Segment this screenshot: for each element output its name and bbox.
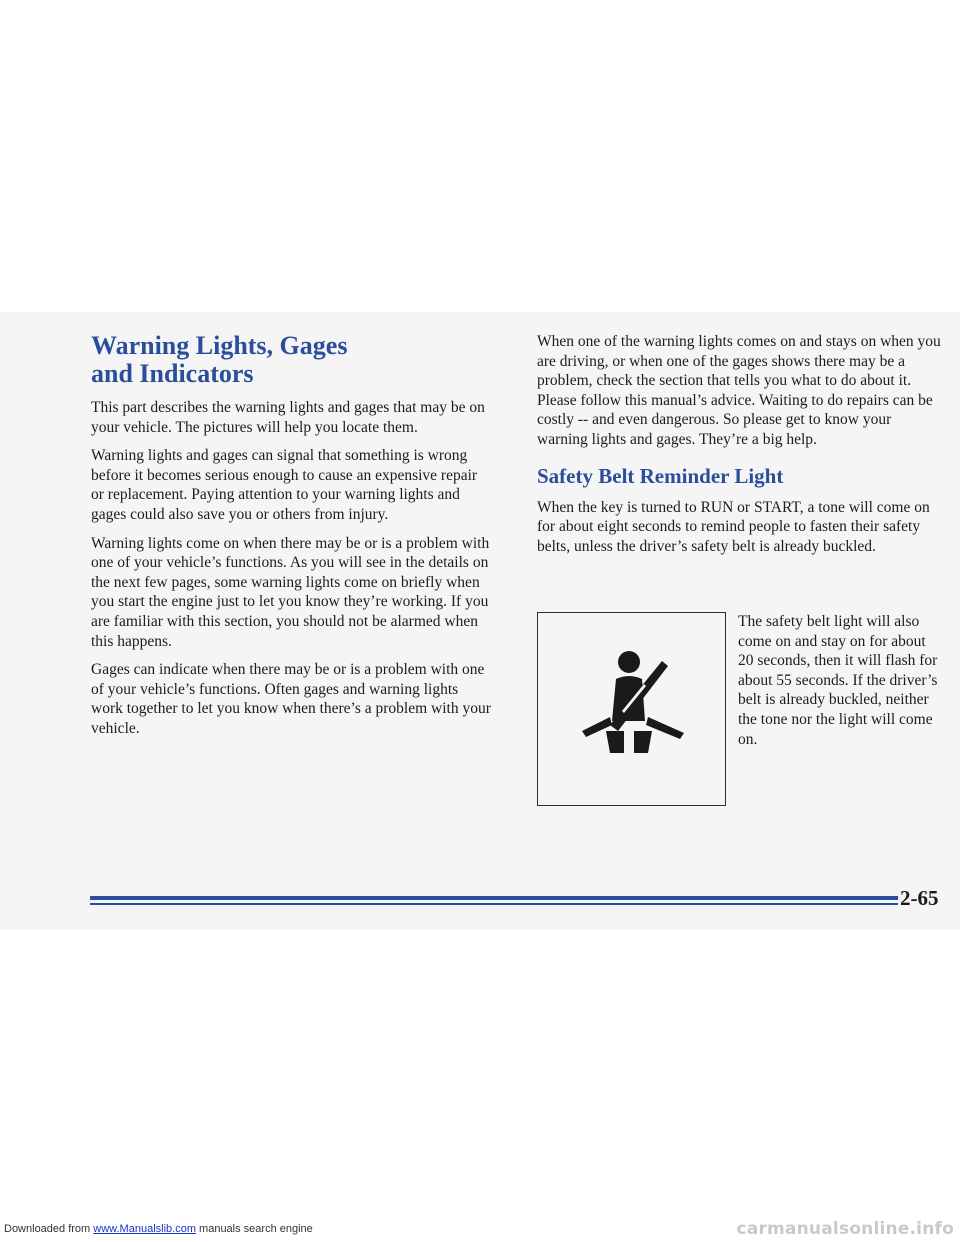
paragraph-advice: When one of the warning lights comes on and stays on when you are driving, or when one of the gages shows there may be a problem, check the section that tells you what to do about it. Please follow this manual’s advice. Waiting to do repairs can be costly -- and even dangerous. So please get to know your warning lights and gages. They’re a big help. [537,333,941,448]
section-title-line1: Warning Lights, Gages [91,331,348,360]
bottom-banner [0,1221,960,1242]
page-number: 2-65 [900,886,939,910]
safety-belt-heading: Safety Belt Reminder Light [537,463,784,488]
paragraph-belt-light: The safety belt light will also come on and stay on for about 20 seconds, then it will flash for about 55 seconds. If the driver’s belt is already buckled, neither the tone nor the light will come on. [738,613,938,748]
paragraph-gages: Gages can indicate when there may be or is a problem with one of your vehicle’s functions. Often gages and warning lights work together to let you know when there’s a problem with your vehicle. [91,661,491,737]
footer-rule-thin [90,903,898,905]
section-title-line2: and Indicators [91,359,254,388]
paragraph-safety-belt: When the key is turned to RUN or START, a tone will come on for about eight seconds to remind people to fasten their safety belts, unless the driver’s safety belt is already buckled. [537,498,930,555]
seatbelt-light-description [738,612,938,749]
paragraph-intro: This part describes the warning lights and gages that may be on your vehicle. The pictures will help you locate them. [91,399,485,436]
download-suffix: manuals search engine [195,1223,313,1235]
watermark-text: carmanualsonline.info [736,1219,954,1239]
section-title [91,332,491,388]
seatbelt-light-illustration [537,612,726,806]
seatbelt-icon [582,649,686,759]
manualslib-link[interactable]: www.Manualslib.com [93,1223,196,1235]
download-note [4,1223,313,1235]
download-prefix: Downloaded from [4,1223,94,1235]
footer-rule [90,893,898,907]
right-column [537,332,942,565]
paragraph-signal: Warning lights and gages can signal that something is wrong before it becomes serious enough to cause an expensive repair or replacement. Paying attention to your warning lights and gages could also save you or others from injury. [91,447,478,523]
left-column [91,332,491,748]
paragraph-warning-lights: Warning lights come on when there may be or is a problem with one of your vehicle’s functions. As you will see in the details on the next few pages, some warning lights come on briefly when you start the engine just to let you know they’re working. If you are familiar with this section, you should not be alarmed when this happens. [91,534,490,650]
top-banner [0,0,960,20]
footer-rule-thick [90,896,898,900]
